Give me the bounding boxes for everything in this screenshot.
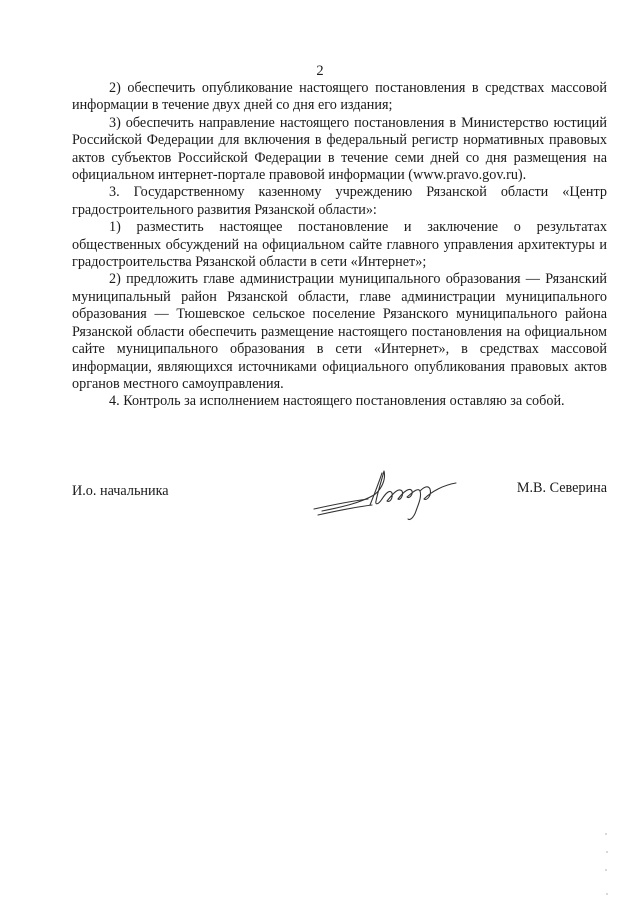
paragraph: 1) разместить настоящее постановление и заключение о результатах общественных обсуждений на официальном сайте главного управления архитектуры и градостроительства Рязанской области в сети «Интернет»; xyxy=(72,219,607,271)
scan-artifact-dots xyxy=(592,830,612,900)
paragraph: 2) предложить главе администрации муниципального образования — Рязанский муниципальный район Рязанской области, главе администрации муниципального образования — Тюшевское сельское поселение Рязанского муниципального района Рязанской области обеспечить размещение настоящего постановления на официальном сайте муниципального образования в сети «Интернет», в средствах массовой информации, являющихся источниками официального опубликования правовых актов органов местного самоуправления. xyxy=(72,271,607,392)
paragraph: 3. Государственному казенному учреждению Рязанской области «Центр градостроительного развития Рязанской области»: xyxy=(72,184,607,218)
paragraph: 4. Контроль за исполнением настоящего постановления оставляю за собой. xyxy=(109,393,565,410)
signatory-title: И.о. начальника xyxy=(72,483,169,499)
page-number: 2 xyxy=(316,63,324,79)
document-body xyxy=(72,80,607,411)
paragraph: 2) обеспечить опубликование настоящего постановления в средствах массовой информации в течение двух дней со дня его издания; xyxy=(72,80,607,114)
signature-block xyxy=(72,465,607,525)
handwritten-signature xyxy=(312,465,472,525)
paragraph: 3) обеспечить направление настоящего постановления в Министерство юстиций Российской Федерации для включения в федеральный регистр нормативных правовых актов субъектов Российской Федерации в течение семи дней со дня размещения на официальном интернет-портале правовой информации (www.pravo.gov.ru). xyxy=(72,114,607,184)
signatory-name: М.В. Северина xyxy=(516,480,607,496)
